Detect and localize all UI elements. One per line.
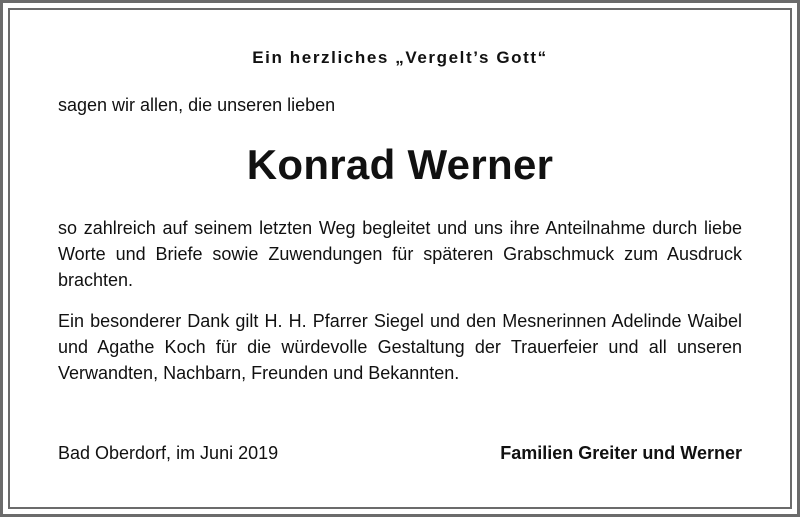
deceased-name: Konrad Werner: [246, 141, 554, 188]
place-date: Bad Oberdorf, im Juni 2019: [58, 443, 279, 463]
thanks-paragraph-1: so zahlreich auf seinem letzten Weg begleitet und uns ihre Anteilnahme durch liebe Worte und Briefe sowie Zuwendungen für späteren Grabschmuck zum Ausdruck brachten.: [58, 218, 742, 290]
notice-heading: Ein herzliches „Vergelt’s Gott“: [252, 48, 548, 67]
thanks-paragraph-2: Ein besonderer Dank gilt H. H. Pfarrer Siegel und den Mesnerinnen Adelinde Waibel und Agathe Koch für die würdevolle Gestaltung der Trauerfeier und all unseren Verwandten, Nachbarn, Freunden und Bekannten.: [58, 311, 742, 383]
family-signature: Familien Greiter und Werner: [500, 443, 742, 463]
intro-text: sagen wir allen, die unseren lieben: [58, 95, 336, 115]
